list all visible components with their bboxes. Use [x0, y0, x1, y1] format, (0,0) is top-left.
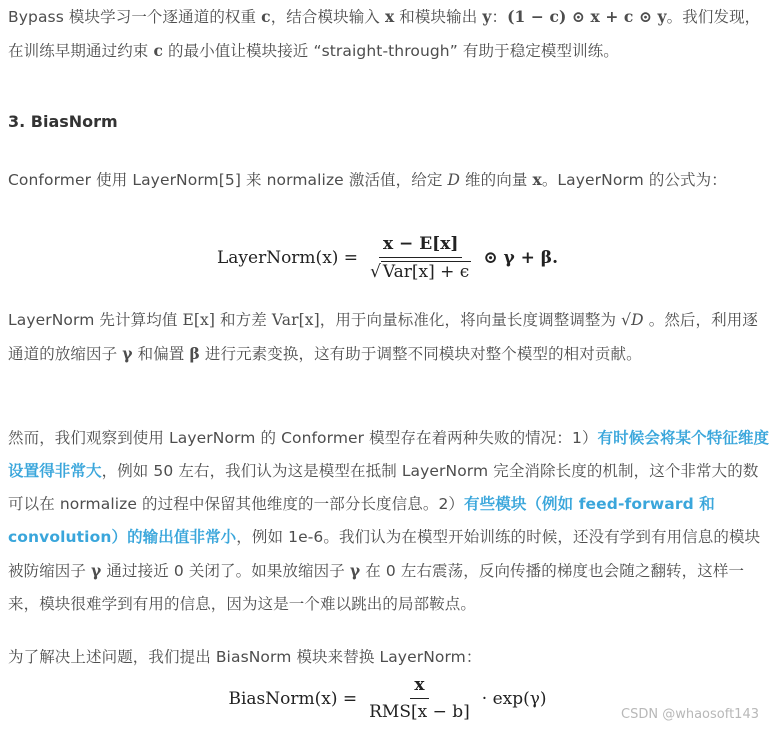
- equation-lhs: LayerNorm(x) =: [216, 248, 359, 268]
- text: ，例如 1e-6。我们认为在模型开始训练的时候，还没有学到有用信息的模块被防缩因子: [8, 528, 761, 580]
- text: ：: [491, 8, 508, 26]
- math-gamma: γ: [122, 344, 133, 363]
- text: 通过接近 0 关闭了。如果放缩因子: [101, 562, 350, 580]
- watermark: CSDN @whaosoft143: [621, 707, 759, 722]
- sqrt-content: Var[x] + ϵ: [382, 262, 470, 282]
- text: 。LayerNorm 的公式为：: [541, 171, 727, 189]
- text: 。我们发现，在训练早期通过约束: [8, 8, 761, 60]
- text: 在 0 左右震荡，反向传播的梯度也会随之翻转，这样一来，模块很难学到有用的信息，因为这是一个难以跳出的局部鞍点。: [8, 562, 745, 613]
- fraction: [366, 234, 475, 282]
- text: 的最小值让模块接近 “straight-through” 有助于稳定模型训练。: [162, 42, 619, 60]
- math-c: c: [153, 41, 163, 60]
- text: ，例如 50 左右，我们认为这是模型在抵制 LayerNorm 完全消除长度的机制，这个非常大的数可以在 normalize 的过程中保留其他维度的一部分长度信息。2）: [8, 462, 759, 513]
- math-y: y: [482, 7, 492, 26]
- highlight-text: 有些模块（例如 feed-forward 和 convolution）的输出值非常小: [8, 495, 715, 546]
- text: 和方差: [215, 311, 272, 329]
- numerator: x: [410, 675, 428, 699]
- equation-layernorm: [0, 234, 775, 282]
- numerator: x − E[x]: [379, 234, 462, 258]
- math-gamma: γ: [349, 561, 361, 580]
- text: 。然后，利用逐通道的放缩因子: [8, 311, 758, 363]
- equation-lhs: BiasNorm(x) =: [228, 688, 358, 709]
- text: 进行元素变换，这有助于调整不同模块对整个模型的相对贡献。: [199, 345, 642, 363]
- text: ，结合模块输入: [270, 8, 385, 26]
- text: Conformer 使用 LayerNorm[5] 来 normalize 激活值，给定: [8, 171, 448, 189]
- text: Bypass 模块学习一个逐通道的权重: [8, 8, 262, 26]
- math-bypass-formula: (1 − c) ⊙ x + c ⊙ y: [507, 7, 667, 26]
- denominator: √ Var[x] + ϵ: [370, 262, 470, 282]
- math-mean: E[x]: [182, 311, 216, 329]
- math-gamma: γ: [91, 561, 102, 580]
- paragraph-conformer: [8, 163, 770, 197]
- math-sqrt-d: √D: [621, 311, 644, 329]
- math-c: c: [261, 7, 271, 26]
- paragraph-layernorm: [8, 304, 770, 371]
- math-x: x: [532, 170, 542, 189]
- equation-rhs: · exp(γ): [481, 688, 547, 709]
- text: 和偏置: [132, 345, 190, 363]
- math-D: D: [447, 171, 461, 189]
- math-var: Var[x]: [271, 311, 320, 329]
- math-beta: β: [189, 344, 200, 363]
- denominator: RMS[x − b]: [369, 702, 470, 722]
- highlight-text: 有时候会将某个特征维度设置得非常大: [8, 429, 770, 480]
- paragraph-solution: 为了解决上述问题，我们提出 BiasNorm 模块来替换 LayerNorm：: [8, 648, 482, 666]
- text: 然而，我们观察到使用 LayerNorm 的 Conformer 模型存在着两种失败的情况：1）: [8, 429, 598, 447]
- section-heading: 3. BiasNorm: [8, 112, 118, 131]
- text: LayerNorm 先计算均值: [8, 311, 183, 329]
- text: 和模块输出: [394, 8, 483, 26]
- text: 维的向量: [460, 171, 533, 189]
- paragraph-bypass: [8, 0, 770, 68]
- math-x: x: [384, 7, 395, 26]
- fraction: [365, 675, 474, 722]
- paragraph-failure-cases: [8, 422, 770, 621]
- text: ，用于向量标准化，将向量长度调整调整为: [319, 311, 622, 329]
- equation-rhs: ⊙ γ + β.: [483, 248, 558, 268]
